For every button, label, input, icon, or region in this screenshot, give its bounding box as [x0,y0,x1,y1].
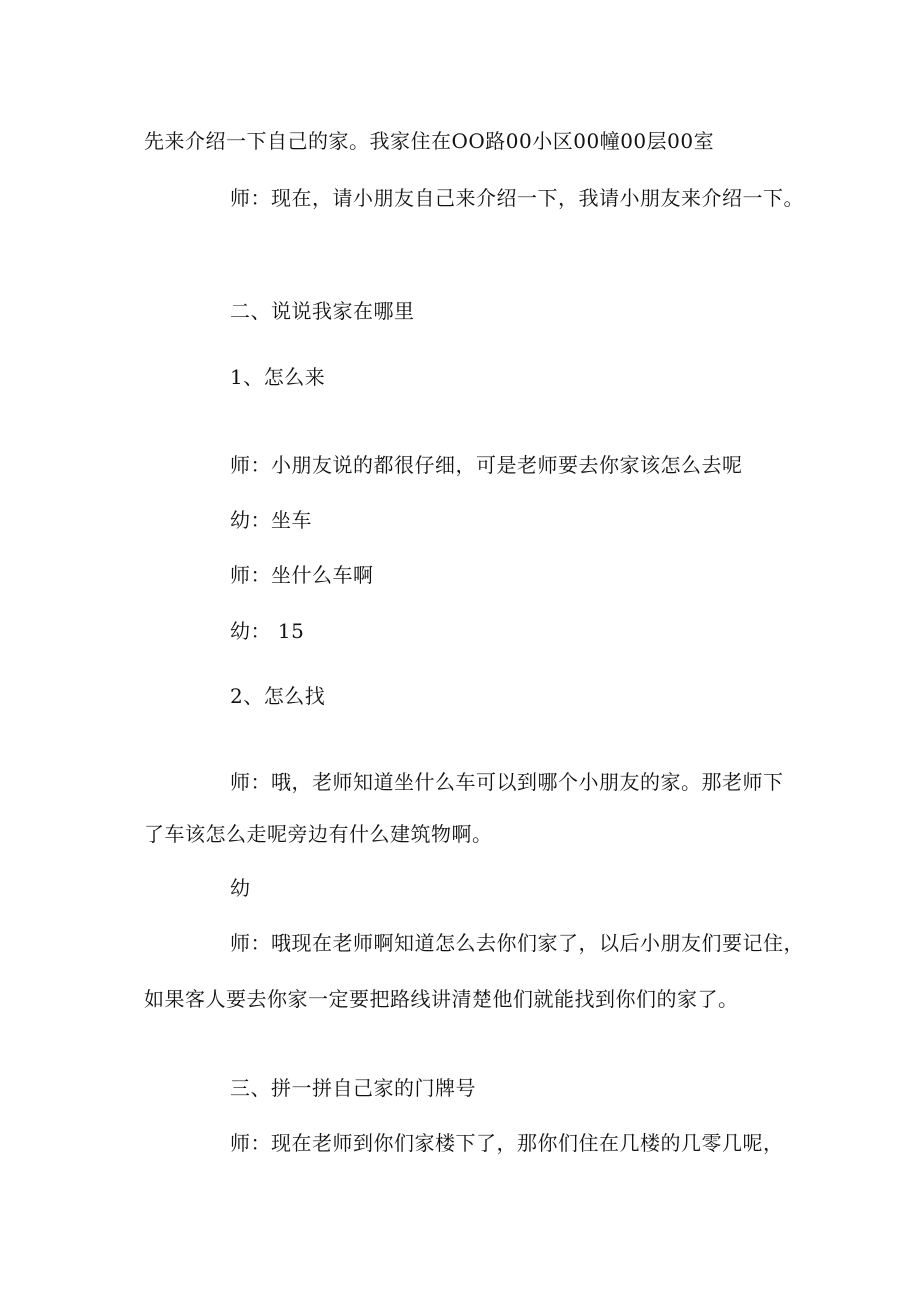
paragraph-child-by-car: 幼：坐车 [230,508,312,532]
paragraph-intro-home: 先来介绍一下自己的家。我家住在OO路00小区00幢00层00室 [144,129,715,153]
paragraph-child-response: 幼 [230,876,251,900]
paragraph-teacher-which-car: 师：坐什么车啊 [230,563,374,587]
paragraph-teacher-remember-cont: 如果客人要去你家一定要把路线讲清楚他们就能找到你们的家了。 [144,987,739,1011]
paragraph-teacher-downstairs: 师：现在老师到你们家楼下了，那你们住在几楼的几零几呢， [230,1131,784,1155]
paragraph-teacher-remember: 师：哦现在老师啊知道怎么去你们家了，以后小朋友们要记住， [230,931,804,955]
paragraph-teacher-how-to-go: 师：小朋友说的都很仔细，可是老师要去你家该怎么去呢 [230,453,743,477]
paragraph-teacher-after-bus-cont: 了车该怎么走呢旁边有什么建筑物啊。 [144,822,493,846]
paragraph-teacher-invite: 师：现在，请小朋友自己来介绍一下，我请小朋友来介绍一下。 [230,186,804,210]
paragraph-teacher-after-bus: 师：哦，老师知道坐什么车可以到哪个小朋友的家。那老师下 [230,770,784,794]
subheading-how-to-come: 1、怎么来 [230,365,326,389]
section-heading-3: 三、拼一拼自己家的门牌号 [230,1076,476,1100]
subheading-how-to-find: 2、怎么找 [230,684,326,708]
paragraph-child-bus-number: 幼： 15 [230,619,305,643]
section-heading-2: 二、说说我家在哪里 [230,299,415,323]
